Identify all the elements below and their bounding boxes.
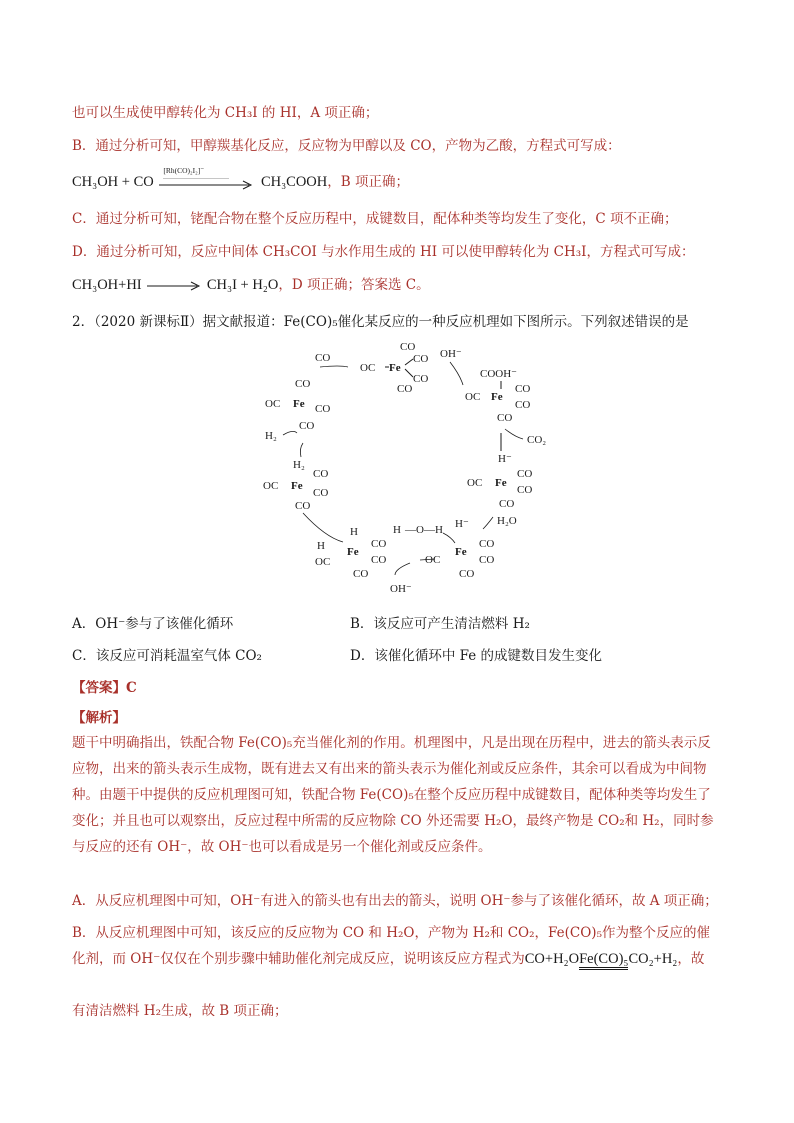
svg-text:CO₂: CO₂: [527, 434, 547, 446]
svg-text:—O—H: —O—H: [405, 524, 443, 536]
analysis-equation: CO+H₂OFe(CO)₅CO₂+H₂: [525, 951, 678, 970]
svg-text:OH⁻: OH⁻: [390, 583, 412, 595]
eq2-left: CH₃OH+HI: [72, 277, 142, 293]
analysis-option-b-line2: 有清洁燃料 H₂生成，故 B 项正确；: [72, 1003, 288, 1019]
svg-text:Fe: Fe: [455, 546, 467, 558]
svg-text:H: H: [350, 526, 358, 538]
eq2-tail: ，D 项正确；答案选 C。: [278, 277, 430, 293]
svg-text:CO: CO: [299, 420, 315, 432]
analysis-paragraph-1: 题干中明确指出，铁配合物 Fe(CO)₅充当催化剂的作用。机理图中，凡是出现在历程中，进去的箭头表示反应物，出来的箭头表示生成物，既有进去又有出来的箭头表示为催化剂或反应条件，其余可以看成为中间物种。由题干中提供的反应机理图可知，铁配合物 Fe(CO)₅在整个反应历程中成键数目，配体种类等均发生了变化；并且也可以观察出，反应过程中所需的反应物除 CO 外还需要 H₂O，最终产物是 CO₂和 H₂，同时参与反应的还有 OH⁻，故 OH⁻也可以看成是另一个催化剂或反应条件。: [72, 735, 714, 855]
eq1-catalyst-label: [Rh(CO)₂I₂]⁻: [163, 165, 205, 175]
svg-text:OC: OC: [265, 398, 281, 410]
svg-text:CO: CO: [499, 498, 515, 510]
text-line-4: D．通过分析可知，反应中间体 CH₃COI 与水作用生成的 HI 可以使甲醇转化为 CH₃I，方程式可写成：: [72, 244, 695, 260]
svg-text:Fe: Fe: [291, 480, 303, 492]
svg-text:CO: CO: [515, 399, 531, 411]
text-line-1: 也可以生成使甲醇转化为 CH₃I 的 HI，A 项正确；: [72, 105, 379, 121]
svg-text:COOH⁻: COOH⁻: [480, 368, 517, 380]
svg-text:CO: CO: [400, 341, 416, 353]
svg-text:OC: OC: [315, 556, 331, 568]
svg-text:OC: OC: [425, 554, 441, 566]
equation-1: [72, 165, 409, 191]
svg-text:CO: CO: [371, 538, 387, 550]
svg-text:Fe: Fe: [347, 546, 359, 558]
svg-text:CO: CO: [295, 378, 311, 390]
analysis-option-b-tail: ，故: [677, 951, 705, 967]
eq2-right: CH₃I + H₂O: [206, 277, 279, 293]
svg-text:OC: OC: [263, 480, 279, 492]
svg-text:CO: CO: [315, 403, 331, 415]
svg-text:H⁻: H⁻: [455, 518, 469, 530]
svg-text:Fe: Fe: [491, 391, 503, 403]
svg-text:CO: CO: [353, 568, 369, 580]
svg-text:OH⁻: OH⁻: [440, 348, 462, 360]
svg-text:OC: OC: [465, 391, 481, 403]
svg-text:H₂O: H₂O: [497, 515, 517, 527]
answer-label: 【答案】C: [72, 680, 137, 696]
svg-text:OC: OC: [467, 477, 483, 489]
svg-text:H: H: [393, 524, 401, 536]
svg-text:Fe: Fe: [293, 398, 305, 410]
svg-text:CO: CO: [313, 487, 329, 499]
svg-text:CO: CO: [459, 568, 475, 580]
reaction-mechanism-diagram: [255, 337, 585, 607]
svg-text:H⁻: H⁻: [498, 453, 512, 465]
svg-text:H₂: H₂: [293, 459, 305, 471]
svg-text:CO: CO: [413, 373, 429, 385]
svg-text:CO: CO: [295, 500, 311, 512]
text-line-3: C．通过分析可知，铑配合物在整个反应历程中，成键数目，配体种类等均发生了变化，C 项不正确；: [72, 211, 678, 227]
svg-text:CO: CO: [313, 468, 329, 480]
svg-text:CO: CO: [479, 554, 495, 566]
svg-text:Fe: Fe: [495, 477, 507, 489]
text-line-2: B．通过分析可知，甲醇羰基化反应，反应物为甲醇以及 CO，产物为乙酸，方程式可写成：: [72, 138, 621, 154]
analysis-label: 【解析】: [72, 710, 126, 726]
svg-text:CO: CO: [479, 538, 495, 550]
analysis-option-b: [72, 920, 722, 972]
svg-text:CO: CO: [397, 383, 413, 395]
svg-text:CO: CO: [497, 412, 513, 424]
equation-2: [72, 273, 430, 294]
svg-text:CO: CO: [517, 484, 533, 496]
analysis-option-a: A．从反应机理图中可知，OH⁻有进入的箭头也有出去的箭头，说明 OH⁻参与了该催化循环，故 A 项正确；: [72, 893, 718, 909]
eq1-arrow: [159, 165, 255, 190]
svg-text:OC: OC: [360, 362, 376, 374]
svg-text:CO: CO: [413, 353, 429, 365]
svg-text:Fe: Fe: [389, 362, 401, 374]
svg-text:CO: CO: [517, 468, 533, 480]
question-2: 2．（2020 新课标Ⅱ）据文献报道：Fe(CO)₅催化某反应的一种反应机理如下图所示。下列叙述错误的是: [72, 314, 689, 330]
eq2-arrow: [147, 280, 201, 292]
option-b[interactable]: B．该反应可产生清洁燃料 H₂: [350, 616, 530, 632]
svg-text:CO: CO: [371, 554, 387, 566]
svg-text:CO: CO: [515, 383, 531, 395]
eq1-tail: ，B 项正确；: [327, 174, 409, 190]
eq1-left: CH₃OH + CO: [72, 174, 154, 190]
svg-text:H: H: [317, 540, 325, 552]
eq1-right: CH₃COOH: [260, 174, 328, 190]
svg-text:CO: CO: [315, 352, 331, 364]
option-d[interactable]: D．该催化循环中 Fe 的成键数目发生变化: [350, 648, 603, 664]
analysis-option-b-text: B．从反应机理图中可知，该反应的反应物为 CO 和 H₂O，产物为 H₂和 CO₂，Fe(CO)₅作为整个反应的催化剂，而 OH⁻仅仅在个别步骤中辅助催化剂完成反应，说明该反应方程式为: [72, 925, 710, 967]
option-c[interactable]: C．该反应可消耗温室气体 CO₂: [72, 648, 262, 664]
svg-text:H₂: H₂: [265, 430, 277, 442]
option-a[interactable]: A．OH⁻参与了该催化循环: [72, 616, 234, 632]
